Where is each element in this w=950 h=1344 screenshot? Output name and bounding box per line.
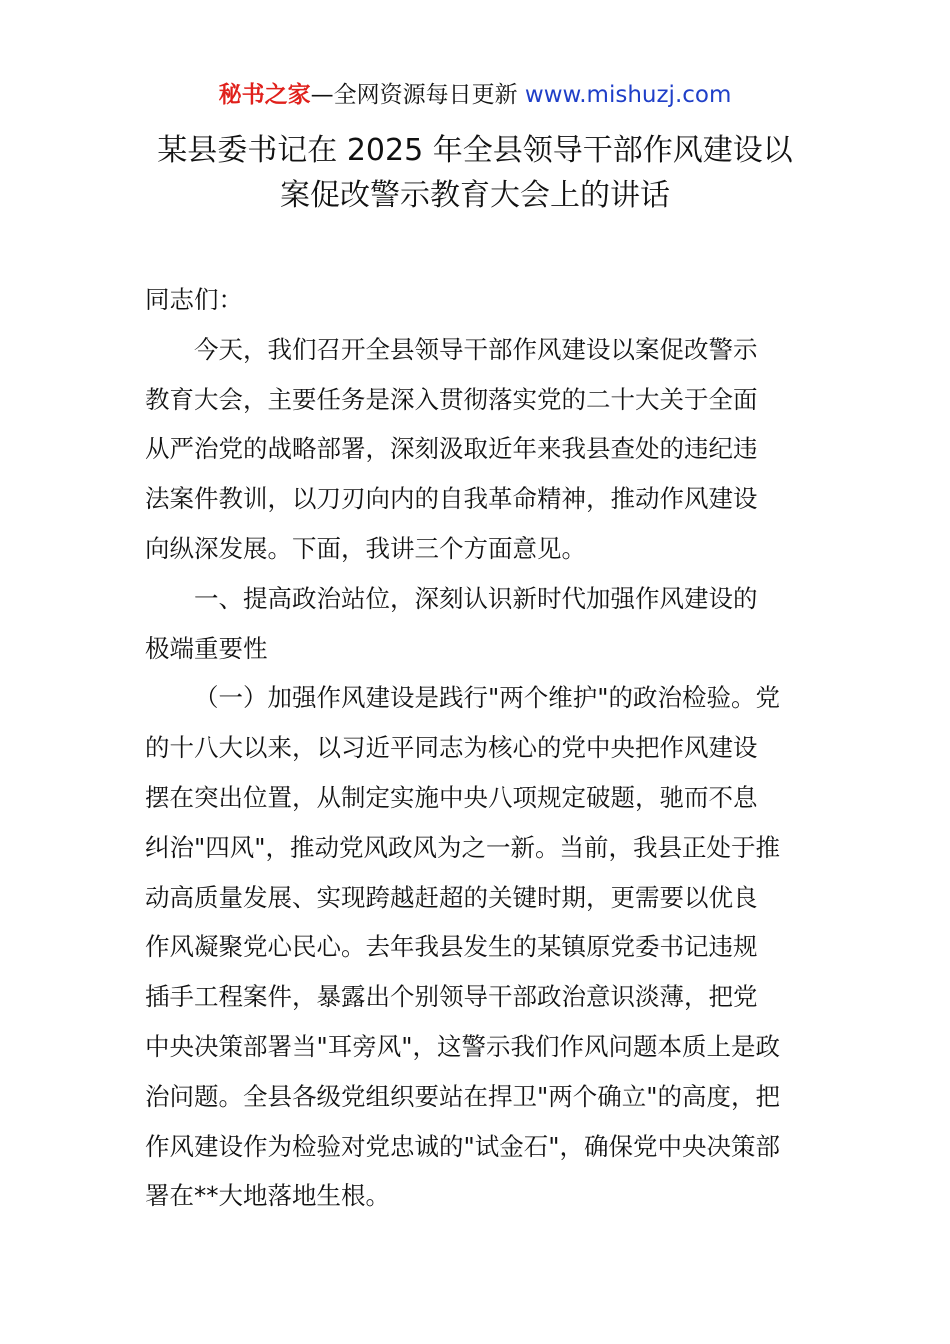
- paragraph-line: 作风建设作为检验对党忠诚的"试金石"，确保党中央决策部: [145, 1131, 781, 1161]
- document-body: [145, 275, 810, 1221]
- paragraph-line: 教育大会，主要任务是深入贯彻落实党的二十大关于全面: [145, 384, 758, 414]
- paragraph-line: 署在**大地落地生根。: [145, 1181, 390, 1211]
- paragraph-line: 纠治"四风"，推动党风政风为之一新。当前，我县正处于推: [145, 832, 781, 862]
- document-title: [110, 128, 840, 218]
- site-tagline: —全网资源每日更新: [310, 82, 525, 108]
- paragraph-line: （一）加强作风建设是践行"两个维护"的政治检验。党: [194, 683, 781, 713]
- salutation: 同志们：: [145, 285, 243, 314]
- title-line: 某县委书记在 2025 年全县领导干部作风建设以: [157, 133, 793, 168]
- section-heading-line: 一、提高政治站位，深刻认识新时代加强作风建设的: [194, 583, 758, 613]
- section-heading-line: 极端重要性: [145, 633, 268, 663]
- paragraph-line: 中央决策部署当"耳旁风"，这警示我们作风问题本质上是政: [145, 1031, 781, 1061]
- paragraph-line: 插手工程案件，暴露出个别领导干部政治意识淡薄，把党: [145, 982, 758, 1012]
- site-banner: [0, 78, 950, 112]
- paragraph-line: 动高质量发展、实现跨越赶超的关键时期，更需要以优良: [145, 882, 758, 912]
- title-line: 案促改警示教育大会上的讲话: [280, 178, 670, 213]
- paragraph-line: 的十八大以来，以习近平同志为核心的党中央把作风建设: [145, 733, 758, 763]
- paragraph-line: 法案件教训，以刀刃向内的自我革命精神，推动作风建设: [145, 484, 758, 514]
- site-url-link[interactable]: www.mishuzj.com: [524, 82, 732, 108]
- paragraph-line: 治问题。全县各级党组织要站在捍卫"两个确立"的高度，把: [145, 1081, 781, 1111]
- site-brand: 秘书之家: [218, 82, 311, 108]
- paragraph-line: 从严治党的战略部署，深刻汲取近年来我县查处的违纪违: [145, 434, 758, 464]
- paragraph-line: 摆在突出位置，从制定实施中央八项规定破题，驰而不息: [145, 782, 758, 812]
- paragraph-line: 今天，我们召开全县领导干部作风建设以案促改警示: [194, 334, 758, 364]
- paragraph-line: 作风凝聚党心民心。去年我县发生的某镇原党委书记违规: [145, 932, 758, 962]
- paragraph-line: 向纵深发展。下面，我讲三个方面意见。: [145, 533, 586, 563]
